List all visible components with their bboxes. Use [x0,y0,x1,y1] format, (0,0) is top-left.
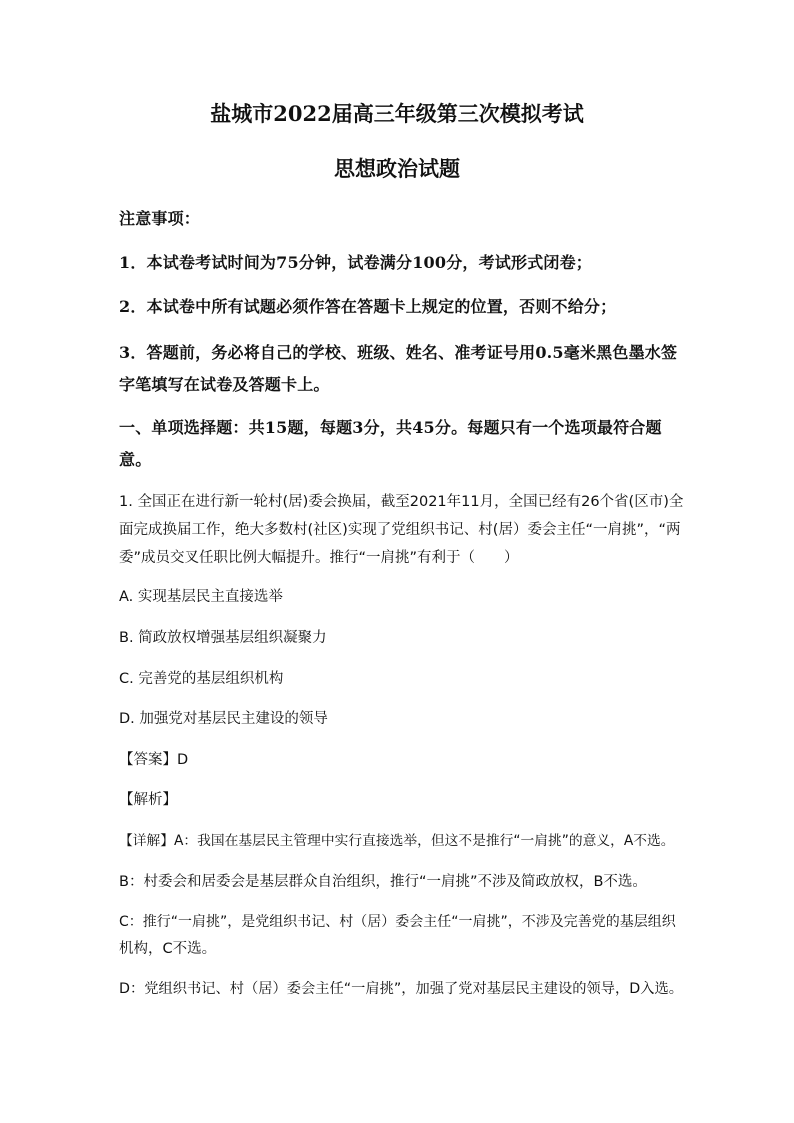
option-d: D. 加强党对基层民主建设的领导 [119,711,328,727]
detail-line-2: B：村委会和居委会是基层群众自治组织，推行“一肩挑”不涉及简政放权，B不选。 [119,874,647,890]
exam-title: 盐城市2022届高三年级第三次模拟考试 [210,101,584,126]
question-1-stem-line-2: 面完成换届工作，绝大多数村(社区)实现了党组织书记、村(居）委会主任“一肩挑”，“两 [119,522,681,538]
detail-line-3: C：推行“一肩挑”，是党组织书记、村（居）委会主任“一肩挑”，不涉及完善党的基层组织 [119,914,676,930]
notice-item-1: 1．本试卷考试时间为75分钟，试卷满分100分，考试形式闭卷； [119,253,592,272]
notice-item-3-line-2: 字笔填写在试卷及答题卡上。 [119,375,330,394]
detail-line-1: 【详解】A：我国在基层民主管理中实行直接选举，但这不是推行“一肩挑”的意义，A不选。 [119,833,675,849]
notice-item-2: 2．本试卷中所有试题必须作答在答题卡上规定的位置，否则不给分； [119,297,617,316]
answer-label: 【答案】D [119,752,189,768]
section-heading-line-1: 一、单项选择题：共15题，每题3分，共45分。每题只有一个选项最符合题 [119,418,662,437]
question-1-stem-line-3: 委”成员交叉任职比例大幅提升。推行“一肩挑”有利于（ ） [119,550,519,566]
exam-subtitle: 思想政治试题 [334,156,460,181]
notice-item-3-line-1: 3．答题前，务必将自己的学校、班级、姓名、准考证号用0.5毫米黑色墨水签 [119,343,678,362]
detail-line-5: D：党组织书记、村（居）委会主任“一肩挑”，加强了党对基层民主建设的领导，D入选。 [119,981,683,997]
option-c: C. 完善党的基层组织机构 [119,671,284,687]
option-a: A. 实现基层民主直接选举 [119,589,283,605]
analysis-label: 【解析】 [119,792,177,808]
question-1-stem-line-1: 1. 全国正在进行新一轮村(居)委会换届，截至2021年11月，全国已经有26个省(区市)全 [119,494,684,510]
option-b: B. 简政放权增强基层组织凝聚力 [119,630,327,646]
detail-line-4: 机构，C不选。 [119,941,217,957]
section-heading-line-2: 意。 [119,450,152,469]
notice-heading: 注意事项： [119,209,201,228]
